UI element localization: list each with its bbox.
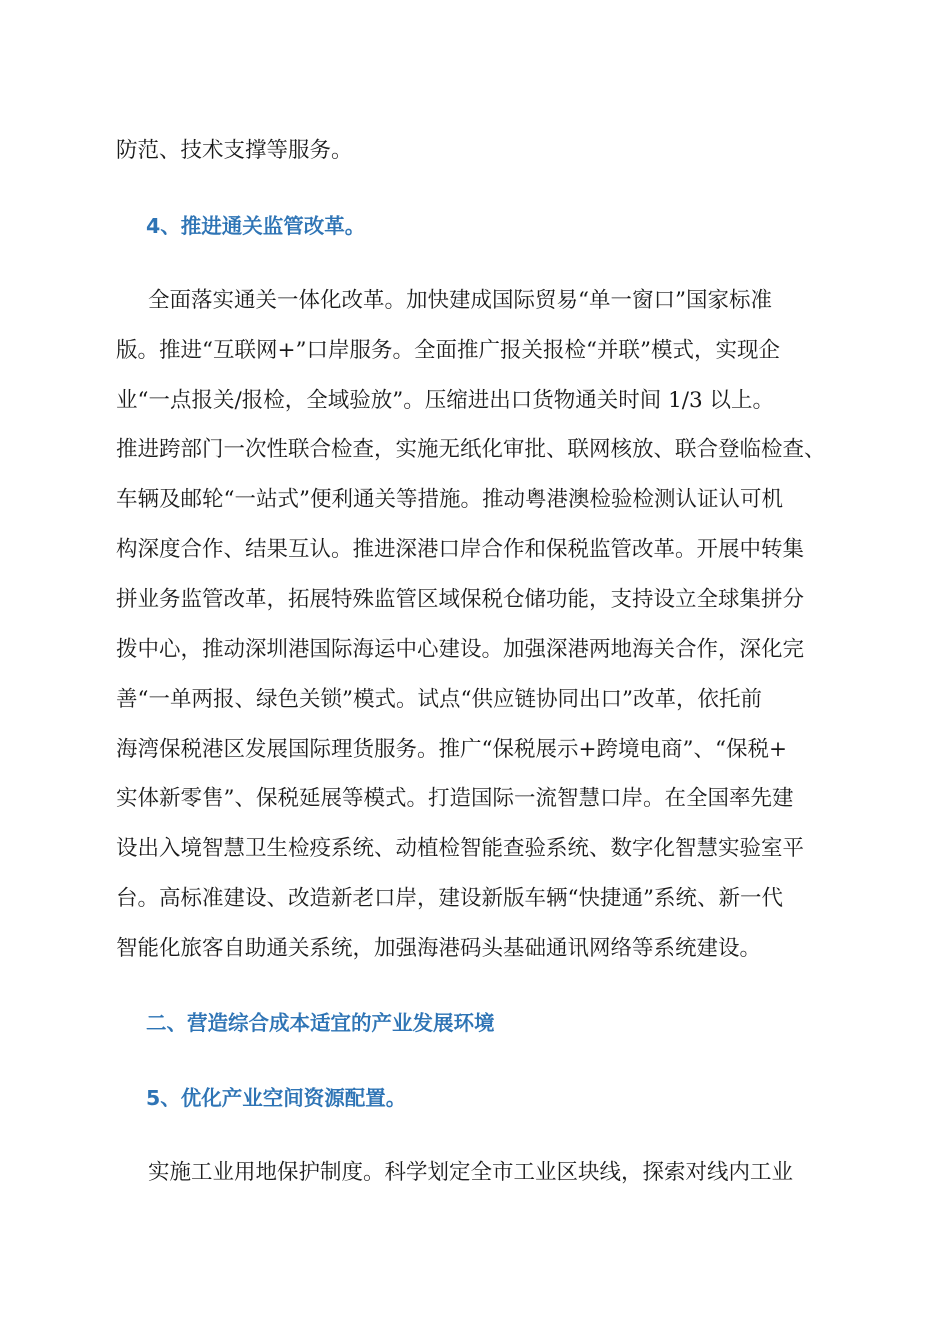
para-4-line: 车辆及邮轮“一站式”便利通关等措施。推动粤港澳检验检测认证认可机 <box>116 487 783 512</box>
para-4-line: 业“一点报关/报检，全域验放”。压缩进出口货物通关时间 1/3 以上。 <box>116 388 774 413</box>
para-4-line: 拨中心，推动深圳港国际海运中心建设。加强深港两地海关合作，深化完 <box>116 637 805 662</box>
section-heading-2: 二、营造综合成本适宜的产业发展环境 <box>146 1011 495 1035</box>
continued-text-line: 防范、技术支撑等服务。 <box>116 138 353 163</box>
heading-4: 4、推进通关监管改革。 <box>146 214 366 238</box>
para-4-line: 设出入境智慧卫生检疫系统、动植检智能查验系统、数字化智慧实验室平 <box>116 836 805 861</box>
para-4-line: 智能化旅客自助通关系统，加强海港码头基础通讯网络等系统建设。 <box>116 936 762 961</box>
para-4-line: 海湾保税港区发展国际理货服务。推广“保税展示+跨境电商”、“保税+ <box>116 737 788 762</box>
para-4-line: 实体新零售”、保税延展等模式。打造国际一流智慧口岸。在全国率先建 <box>116 786 794 811</box>
para-4-line: 拼业务监管改革，拓展特殊监管区域保税仓储功能，支持设立全球集拼分 <box>116 587 805 612</box>
para-4-line: 善“一单两报、绿色关锁”模式。试点“供应链协同出口”改革，依托前 <box>116 687 762 712</box>
para-4-line: 版。推进“互联网+”口岸服务。全面推广报关报检“并联”模式，实现企 <box>116 338 780 363</box>
para-4-line: 推进跨部门一次性联合检查，实施无纸化审批、联网核放、联合登临检查、 <box>116 437 826 462</box>
para-4-line: 全面落实通关一体化改革。加快建成国际贸易“单一窗口”国家标准 <box>148 288 772 313</box>
para-5-line: 实施工业用地保护制度。科学划定全市工业区块线，探索对线内工业 <box>148 1160 794 1185</box>
para-4-line: 台。高标准建设、改造新老口岸，建设新版车辆“快捷通”系统、新一代 <box>116 886 783 911</box>
heading-5: 5、优化产业空间资源配置。 <box>146 1086 407 1110</box>
para-4-line: 构深度合作、结果互认。推进深港口岸合作和保税监管改革。开展中转集 <box>116 537 805 562</box>
